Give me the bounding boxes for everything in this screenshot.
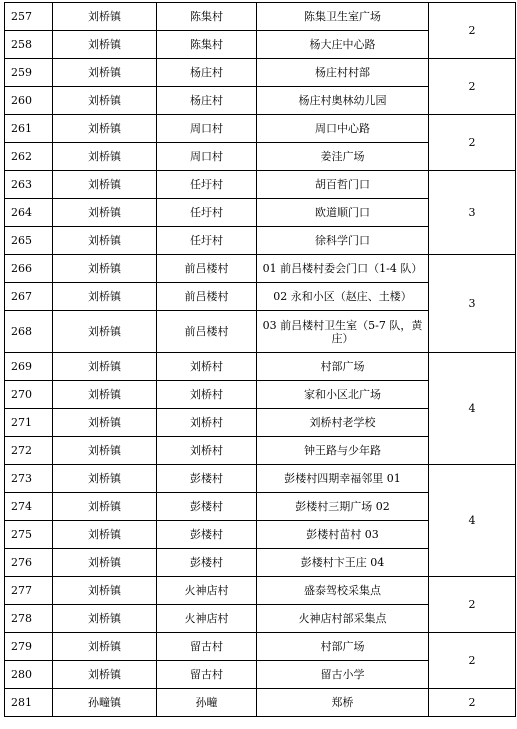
row-number-cell: 265	[5, 227, 53, 255]
town-cell: 刘桥镇	[53, 661, 157, 689]
village-cell: 彭楼村	[157, 465, 257, 493]
row-number-cell: 275	[5, 521, 53, 549]
row-number-cell: 281	[5, 689, 53, 717]
location-cell: 周口中心路	[257, 115, 429, 143]
table-body	[5, 3, 516, 717]
location-cell: 留古小学	[257, 661, 429, 689]
village-cell: 刘桥村	[157, 437, 257, 465]
town-cell: 刘桥镇	[53, 199, 157, 227]
location-cell: 欧道顺门口	[257, 199, 429, 227]
town-cell: 刘桥镇	[53, 171, 157, 199]
point-count-cell: 2	[429, 689, 516, 717]
location-cell: 彭楼村卞王庄 04	[257, 549, 429, 577]
village-cell: 杨庄村	[157, 59, 257, 87]
village-cell: 刘桥村	[157, 381, 257, 409]
row-number-cell: 270	[5, 381, 53, 409]
point-count-cell: 4	[429, 353, 516, 465]
row-number-cell: 276	[5, 549, 53, 577]
location-cell: 杨大庄中心路	[257, 31, 429, 59]
town-cell: 刘桥镇	[53, 409, 157, 437]
row-number-cell: 279	[5, 633, 53, 661]
location-cell: 钟王路与少年路	[257, 437, 429, 465]
town-cell: 刘桥镇	[53, 549, 157, 577]
location-cell: 郑桥	[257, 689, 429, 717]
town-cell: 刘桥镇	[53, 311, 157, 353]
row-number-cell: 268	[5, 311, 53, 353]
location-cell: 火神店村部采集点	[257, 605, 429, 633]
location-cell: 杨庄村奥林幼儿园	[257, 87, 429, 115]
town-cell: 刘桥镇	[53, 577, 157, 605]
table-row	[5, 115, 516, 143]
village-cell: 留古村	[157, 661, 257, 689]
table-row	[5, 3, 516, 31]
location-cell: 02 永和小区（赵庄、土楼）	[257, 283, 429, 311]
location-cell: 家和小区北广场	[257, 381, 429, 409]
town-cell: 刘桥镇	[53, 87, 157, 115]
village-cell: 任圩村	[157, 227, 257, 255]
location-cell: 彭楼村三期广场 02	[257, 493, 429, 521]
row-number-cell: 271	[5, 409, 53, 437]
row-number-cell: 258	[5, 31, 53, 59]
town-cell: 刘桥镇	[53, 3, 157, 31]
row-number-cell: 274	[5, 493, 53, 521]
row-number-cell: 280	[5, 661, 53, 689]
location-cell: 杨庄村村部	[257, 59, 429, 87]
row-number-cell: 277	[5, 577, 53, 605]
town-cell: 刘桥镇	[53, 115, 157, 143]
row-number-cell: 266	[5, 255, 53, 283]
row-number-cell: 269	[5, 353, 53, 381]
table-row	[5, 633, 516, 661]
row-number-cell: 262	[5, 143, 53, 171]
town-cell: 刘桥镇	[53, 437, 157, 465]
village-cell: 彭楼村	[157, 521, 257, 549]
point-count-cell: 3	[429, 255, 516, 353]
point-count-cell: 3	[429, 171, 516, 255]
table-row	[5, 689, 516, 717]
village-cell: 留古村	[157, 633, 257, 661]
village-cell: 陈集村	[157, 31, 257, 59]
village-cell: 陈集村	[157, 3, 257, 31]
table-row	[5, 59, 516, 87]
village-cell: 任圩村	[157, 171, 257, 199]
village-cell: 火神店村	[157, 577, 257, 605]
row-number-cell: 257	[5, 3, 53, 31]
village-cell: 前吕楼村	[157, 283, 257, 311]
town-cell: 刘桥镇	[53, 255, 157, 283]
town-cell: 刘桥镇	[53, 283, 157, 311]
village-cell: 刘桥村	[157, 409, 257, 437]
location-cell: 村部广场	[257, 633, 429, 661]
village-cell: 前吕楼村	[157, 311, 257, 353]
table-row	[5, 465, 516, 493]
town-cell: 刘桥镇	[53, 381, 157, 409]
row-number-cell: 273	[5, 465, 53, 493]
village-cell: 彭楼村	[157, 493, 257, 521]
town-cell: 刘桥镇	[53, 605, 157, 633]
location-cell: 彭楼村苗村 03	[257, 521, 429, 549]
location-cell: 01 前吕楼村委会门口（1-4 队）	[257, 255, 429, 283]
location-cell: 刘桥村老学校	[257, 409, 429, 437]
town-cell: 刘桥镇	[53, 633, 157, 661]
location-cell: 胡百哲门口	[257, 171, 429, 199]
location-cell: 盛泰驾校采集点	[257, 577, 429, 605]
location-cell: 村部广场	[257, 353, 429, 381]
village-cell: 杨庄村	[157, 87, 257, 115]
town-cell: 刘桥镇	[53, 59, 157, 87]
town-cell: 刘桥镇	[53, 493, 157, 521]
row-number-cell: 267	[5, 283, 53, 311]
table-row	[5, 255, 516, 283]
town-cell: 孙疃镇	[53, 689, 157, 717]
town-cell: 刘桥镇	[53, 465, 157, 493]
row-number-cell: 260	[5, 87, 53, 115]
point-count-cell: 2	[429, 115, 516, 171]
point-count-cell: 4	[429, 465, 516, 577]
location-cell: 徐科学门口	[257, 227, 429, 255]
town-cell: 刘桥镇	[53, 143, 157, 171]
table-row	[5, 577, 516, 605]
location-cell: 陈集卫生室广场	[257, 3, 429, 31]
collection-point-table	[4, 2, 516, 717]
table-row	[5, 171, 516, 199]
town-cell: 刘桥镇	[53, 353, 157, 381]
village-cell: 孙疃	[157, 689, 257, 717]
town-cell: 刘桥镇	[53, 521, 157, 549]
point-count-cell: 2	[429, 3, 516, 59]
village-cell: 刘桥村	[157, 353, 257, 381]
row-number-cell: 261	[5, 115, 53, 143]
village-cell: 彭楼村	[157, 549, 257, 577]
row-number-cell: 263	[5, 171, 53, 199]
town-cell: 刘桥镇	[53, 227, 157, 255]
row-number-cell: 278	[5, 605, 53, 633]
village-cell: 任圩村	[157, 199, 257, 227]
point-count-cell: 2	[429, 633, 516, 689]
location-cell: 彭楼村四期幸福邻里 01	[257, 465, 429, 493]
row-number-cell: 264	[5, 199, 53, 227]
village-cell: 周口村	[157, 143, 257, 171]
row-number-cell: 272	[5, 437, 53, 465]
location-cell: 03 前吕楼村卫生室（5-7 队，黄庄）	[257, 311, 429, 353]
town-cell: 刘桥镇	[53, 31, 157, 59]
village-cell: 前吕楼村	[157, 255, 257, 283]
village-cell: 周口村	[157, 115, 257, 143]
row-number-cell: 259	[5, 59, 53, 87]
point-count-cell: 2	[429, 577, 516, 633]
table-row	[5, 353, 516, 381]
location-cell: 姜洼广场	[257, 143, 429, 171]
point-count-cell: 2	[429, 59, 516, 115]
village-cell: 火神店村	[157, 605, 257, 633]
